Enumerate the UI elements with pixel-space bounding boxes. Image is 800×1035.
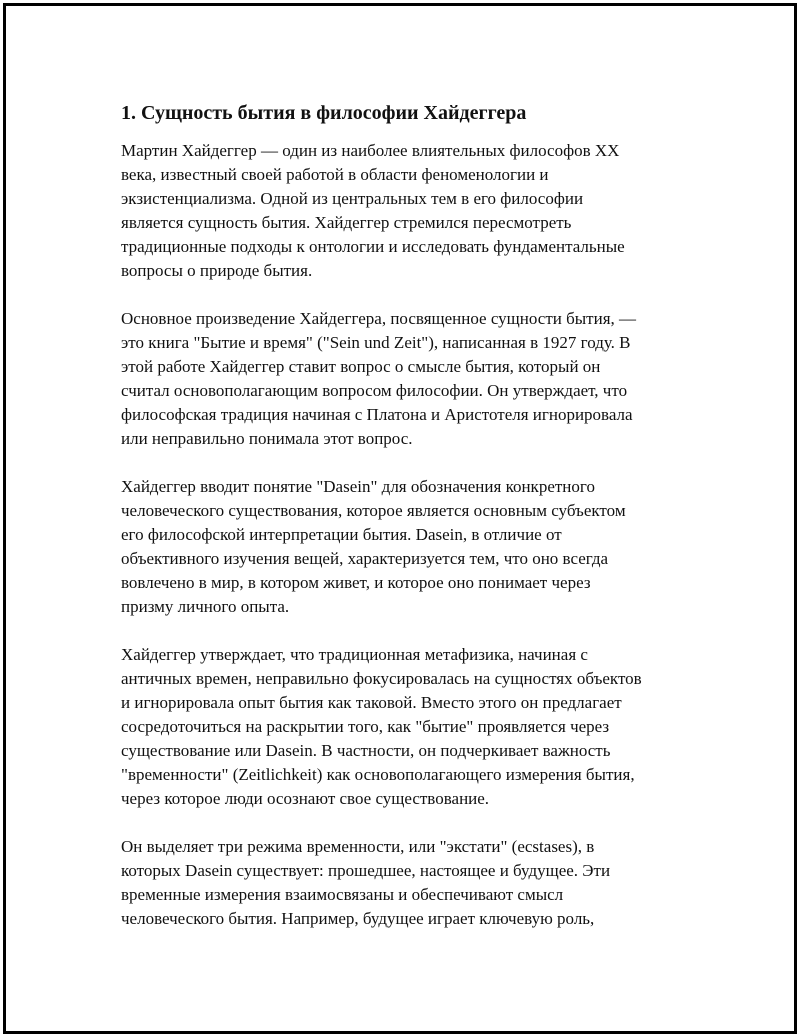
text-line: Хайдеггер утверждает, что традиционная метафизика, начиная с: [121, 645, 588, 664]
text-line: Мартин Хайдеггер — один из наиболее влиятельных философов XX: [121, 141, 620, 160]
text-line: является сущность бытия. Хайдеггер стремился пересмотреть: [121, 213, 572, 232]
text-line: вопросы о природе бытия.: [121, 261, 313, 280]
paragraph-5: [121, 835, 697, 931]
text-line: философская традиция начиная с Платона и Аристотеля игнорировала: [121, 405, 633, 424]
text-line: человеческого существования, которое является основным субъектом: [121, 501, 626, 520]
text-line: существование или Dasein. В частности, он подчеркивает важность: [121, 741, 611, 760]
text-line: это книга "Бытие и время" ("Sein und Zeit"), написанная в 1927 году. В: [121, 333, 631, 352]
text-line: и игнорировала опыт бытия как таковой. Вместо этого он предлагает: [121, 693, 622, 712]
document-title: 1. Сущность бытия в философии Хайдеггера: [121, 102, 527, 124]
text-line: или неправильно понимала этот вопрос.: [121, 429, 413, 448]
text-line: призму личного опыта.: [121, 597, 290, 616]
text-line: этой работе Хайдеггер ставит вопрос о смысле бытия, который он: [121, 357, 601, 376]
text-line: объективного изучения вещей, характеризуется тем, что оно всегда: [121, 549, 609, 568]
document-body: [121, 99, 697, 931]
text-line: экзистенциализма. Одной из центральных тем в его философии: [121, 189, 584, 208]
text-line: вовлечено в мир, в котором живет, и которое оно понимает через: [121, 573, 591, 592]
text-line: традиционные подходы к онтологии и исследовать фундаментальные: [121, 237, 625, 256]
text-line: через которое люди осознают свое существование.: [121, 789, 490, 808]
paragraph-1: [121, 139, 697, 283]
text-line: временные измерения взаимосвязаны и обеспечивают смысл: [121, 885, 564, 904]
text-line: считал основополагающим вопросом философии. Он утверждает, что: [121, 381, 628, 400]
paragraph-2: [121, 307, 697, 451]
text-line: человеческого бытия. Например, будущее играет ключевую роль,: [121, 909, 595, 928]
text-line: Основное произведение Хайдеггера, посвященное сущности бытия, —: [121, 309, 637, 328]
text-line: сосредоточиться на раскрытии того, как "бытие" проявляется через: [121, 717, 610, 736]
paragraph-3: [121, 475, 697, 619]
paragraph-4: [121, 643, 697, 811]
text-line: "временности" (Zeitlichkeit) как основополагающего измерения бытия,: [121, 765, 635, 784]
text-line: Он выделяет три режима временности, или "экстати" (ecstases), в: [121, 837, 595, 856]
text-line: века, известный своей работой в области феноменологии и: [121, 165, 549, 184]
text-line: Хайдеггер вводит понятие "Dasein" для обозначения конкретного: [121, 477, 595, 496]
text-line: его философской интерпретации бытия. Dasein, в отличие от: [121, 525, 562, 544]
page-border: [3, 3, 797, 1034]
text-line: античных времен, неправильно фокусировалась на сущностях объектов: [121, 669, 642, 688]
text-line: которых Dasein существует: прошедшее, настоящее и будущее. Эти: [121, 861, 611, 880]
